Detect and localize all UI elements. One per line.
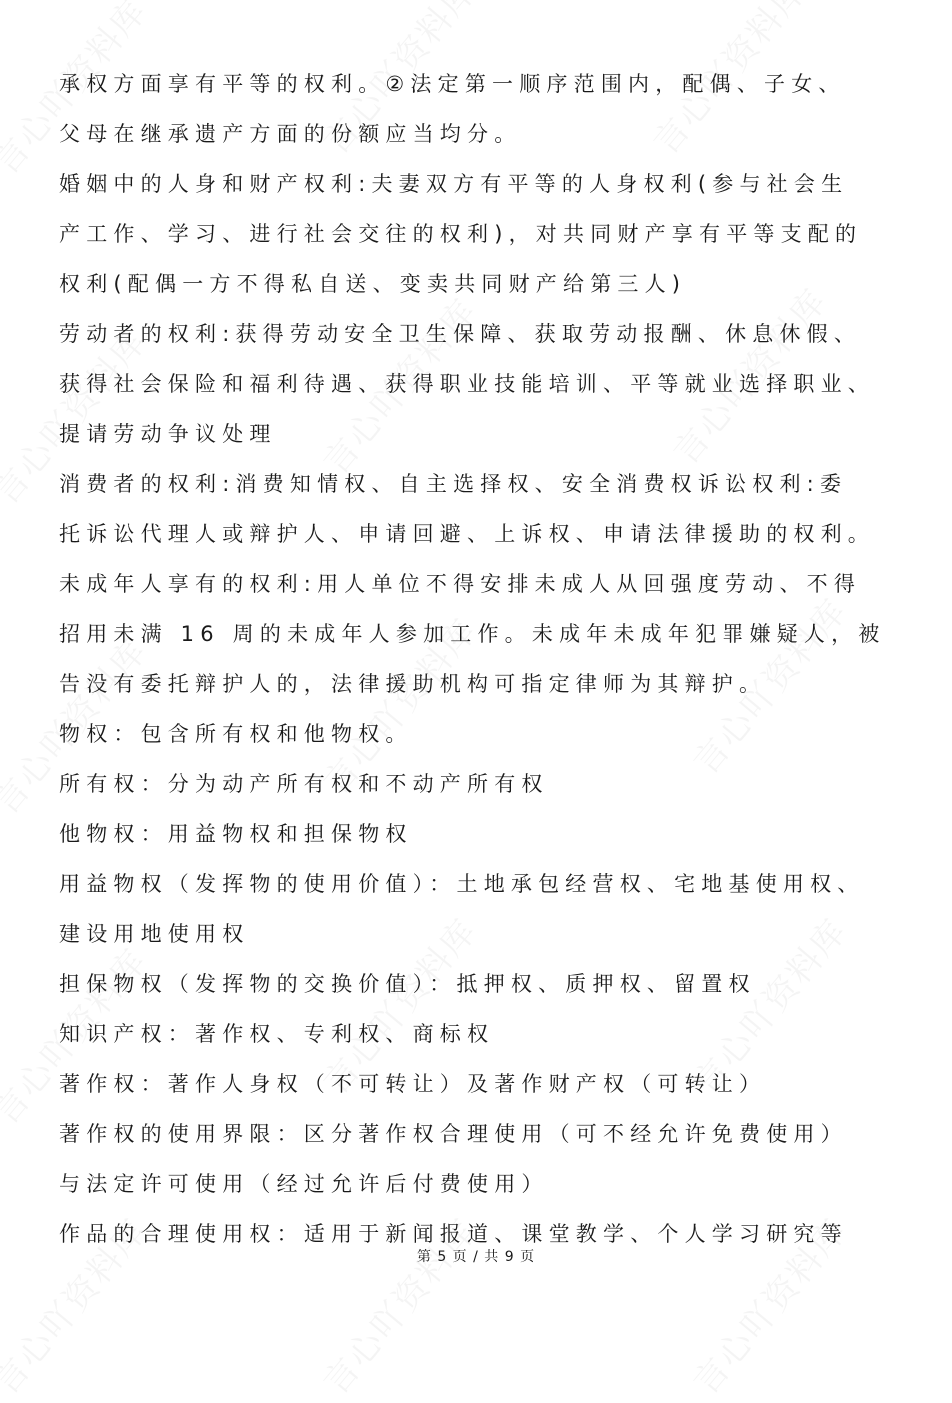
text-line: 消费者的权利:消费知情权、自主选择权、安全消费权诉讼权利:委	[59, 472, 848, 496]
text-line: 产工作、学习、进行社会交往的权利)，对共同财产享有平等支配的	[59, 222, 863, 246]
text-line: 所有权：分为动产所有权和不动产所有权	[59, 772, 549, 796]
text-line: 获得社会保险和福利待遇、获得职业技能培训、平等就业选择职业、	[59, 372, 875, 396]
text-line: 他物权：用益物权和担保物权	[59, 822, 413, 846]
text-line: 担保物权（发挥物的交换价值）：抵押权、质押权、留置权	[59, 972, 756, 996]
text-line: 婚姻中的人身和财产权利:夫妻双方有平等的人身权利(参与社会生	[59, 172, 849, 196]
text-line: 承权方面享有平等的权利。②法定第一顺序范围内，配偶、子女、	[59, 72, 846, 96]
text-line: 建设用地使用权	[59, 922, 250, 946]
text-line: 托诉讼代理人或辩护人、申请回避、上诉权、申请法律援助的权利。	[59, 522, 875, 546]
text-line: 提请劳动争议处理	[59, 422, 277, 446]
document-body	[59, 64, 894, 1264]
text-line: 用益物权（发挥物的使用价值）：土地承包经营权、宅地基使用权、	[59, 872, 865, 896]
text-line: 权利(配偶一方不得私自送、变卖共同财产给第三人)	[59, 272, 687, 296]
text-line: 劳动者的权利:获得劳动安全卫生保障、获取劳动报酬、休息休假、	[59, 322, 862, 346]
text-line: 与法定许可使用（经过允许后付费使用）	[59, 1172, 549, 1196]
text-line: 知识产权：著作权、专利权、商标权	[59, 1022, 495, 1046]
text-line: 著作权的使用界限：区分著作权合理使用（可不经允许免费使用）	[59, 1122, 848, 1146]
text-line: 著作权：著作人身权（不可转让）及著作财产权（可转让）	[59, 1072, 767, 1096]
text-line: 父母在继承遗产方面的份额应当均分。	[59, 122, 522, 146]
page-number-footer: 第 5 页 / 共 9 页	[416, 1249, 536, 1265]
text-line: 物权：包含所有权和他物权。	[59, 722, 413, 746]
text-line: 招用未满 16 周的未成年人参加工作。未成年未成年犯罪嫌疑人，被	[59, 622, 886, 646]
text-line: 告没有委托辩护人的，法律援助机构可指定律师为其辩护。	[59, 672, 767, 696]
text-line: 未成年人享有的权利:用人单位不得安排未成人从回强度劳动、不得	[59, 572, 862, 596]
text-line: 作品的合理使用权：适用于新闻报道、课堂教学、个人学习研究等	[59, 1222, 848, 1246]
